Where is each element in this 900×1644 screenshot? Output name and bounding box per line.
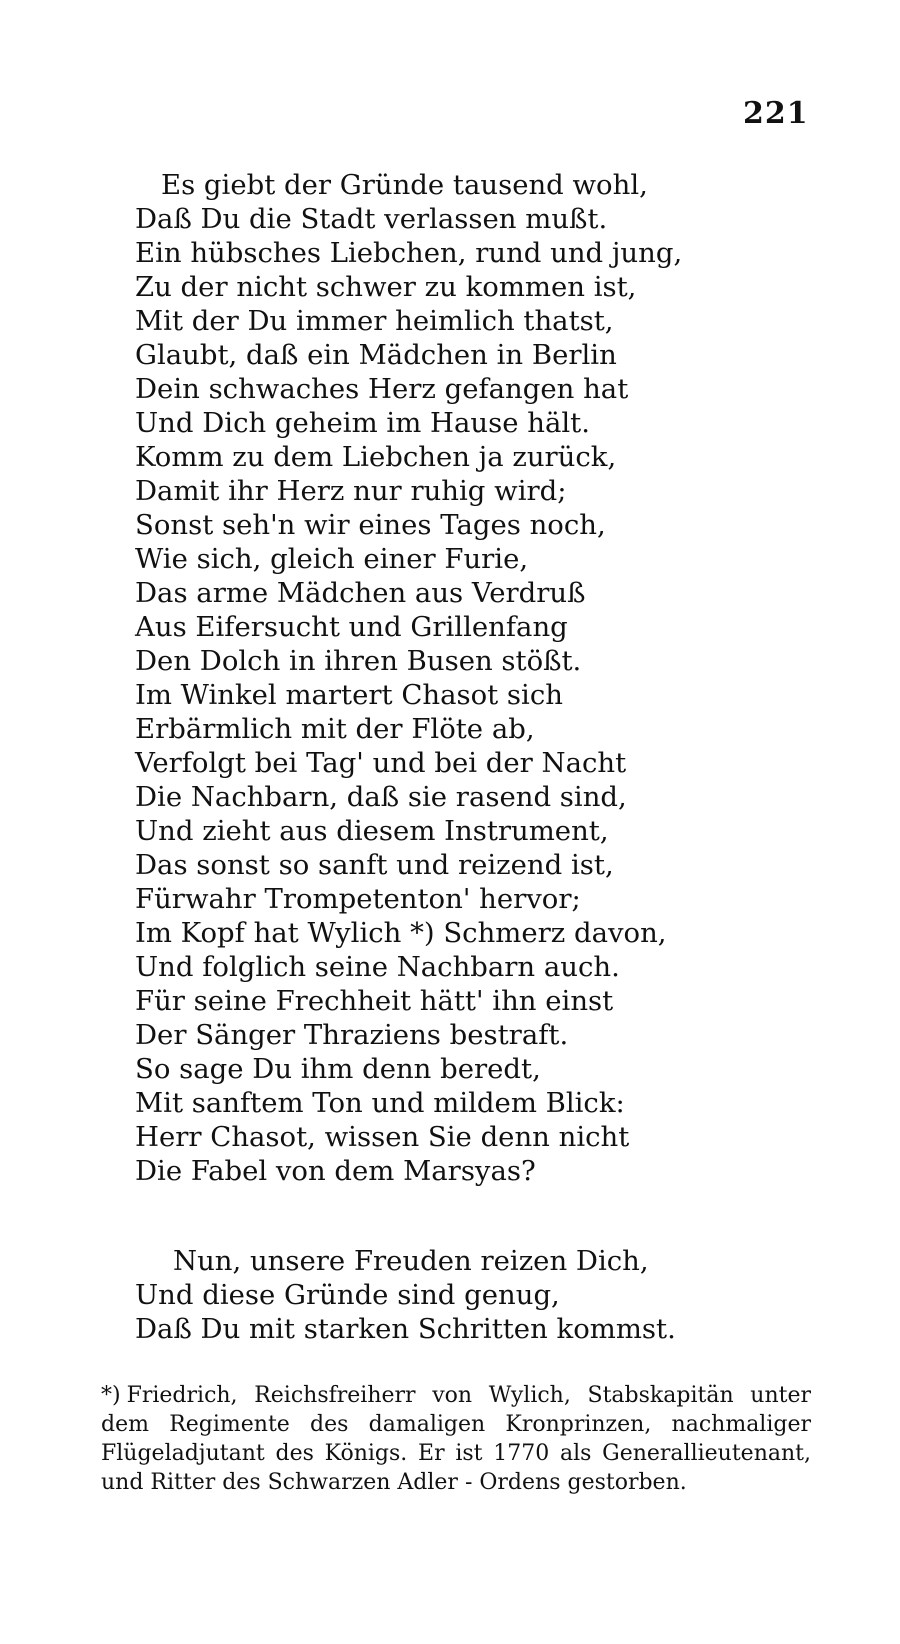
poem-line: Dein schwaches Herz gefangen hat [135,373,629,405]
poem-line: Und diese Gründe sind genug, [135,1279,560,1311]
poem-line: Sonst seh'n wir eines Tages noch, [135,509,606,541]
poem-line: Daß Du mit starken Schritten kommst. [135,1313,676,1345]
poem-line: Das sonst so sanft und reizend ist, [135,849,614,881]
poem-stanza-2 [135,1244,755,1346]
poem-line: Aus Eifersucht und Grillenfang [135,611,568,643]
poem-line: Im Winkel martert Chasot sich [135,679,563,711]
poem-line: Erbärmlich mit der Flöte ab, [135,713,535,745]
poem-line: Zu der nicht schwer zu kommen ist, [135,271,637,303]
poem-line: Komm zu dem Liebchen ja zurück, [135,441,617,473]
poem-line: Und zieht aus diesem Instrument, [135,815,609,847]
poem-stanza-1 [135,168,755,1188]
poem-line: Mit sanftem Ton und mildem Blick: [135,1087,625,1119]
footnote-marker: *) [101,1383,121,1408]
poem-line: Mit der Du immer heimlich thatst, [135,305,614,337]
poem-line: Die Fabel von dem Marsyas? [135,1155,536,1187]
poem-line: Es giebt der Gründe tausend wohl, [161,169,648,201]
poem-line: Damit ihr Herz nur ruhig wird; [135,475,567,507]
poem-line: Den Dolch in ihren Busen stößt. [135,645,582,677]
poem-line: Und folglich seine Nachbarn auch. [135,951,620,983]
poem-line: Verfolgt bei Tag' und bei der Nacht [135,747,627,779]
poem-line: Fürwahr Trompetenton' hervor; [135,883,581,915]
page-number: 221 [743,96,809,131]
poem-line: Für seine Frechheit hätt' ihn einst [135,985,614,1017]
footnote [101,1381,811,1497]
poem-line: So sage Du ihm denn beredt, [135,1053,541,1085]
poem-line: Glaubt, daß ein Mädchen in Berlin [135,339,617,371]
poem-line: Im Kopf hat Wylich *) Schmerz davon, [135,917,667,949]
poem-line: Wie sich, gleich einer Furie, [135,543,529,575]
poem-line: Und Dich geheim im Hause hält. [135,407,590,439]
poem-line: Ein hübsches Liebchen, rund und jung, [135,237,683,269]
poem-line: Die Nachbarn, daß sie rasend sind, [135,781,627,813]
poem-line: Nun, unsere Freuden reizen Dich, [173,1245,649,1277]
poem-line: Daß Du die Stadt verlassen mußt. [135,203,608,235]
poem-line: Der Sänger Thraziens bestraft. [135,1019,569,1051]
footnote-text: Friedrich, Reichsfreiherr von Wylich, Stabskapitän unter dem Regimente des damaligen Kronprinzen, nachmaliger Flügeladjutant des Königs. Er ist 1770 als Generallieutenant, und Ritter des Schwarzen Adler - Ordens gestorben. [101,1383,811,1495]
poem-line: Herr Chasot, wissen Sie denn nicht [135,1121,630,1153]
poem-line: Das arme Mädchen aus Verdruß [135,577,586,609]
